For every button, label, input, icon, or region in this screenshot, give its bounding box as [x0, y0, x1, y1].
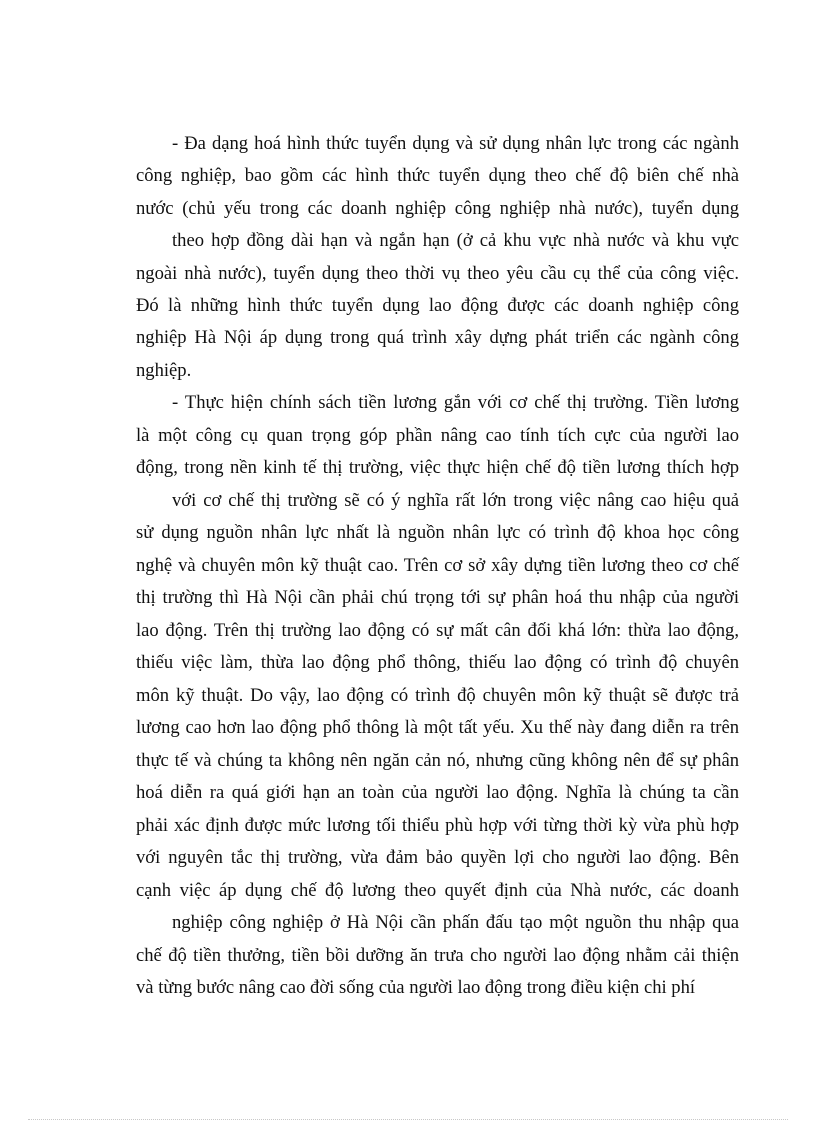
text-line: với nguyên tắc thị trường, vừa đảm bảo quyền lợi cho người lao động. Bên [136, 847, 739, 868]
text-line: - Thực hiện chính sách tiền lương gắn với cơ chế thị trường. Tiền lương [172, 392, 739, 413]
text-line: nước (chủ yếu trong các doanh nghiệp công nghiệp nhà nước), tuyển dụng [136, 198, 739, 219]
text-line: phải xác định được mức lương tối thiểu phù hợp với từng thời kỳ vừa phù hợp [136, 815, 739, 836]
text-line: nghệ và chuyên môn kỹ thuật cao. Trên cơ sở xây dựng tiền lương theo cơ chế [136, 555, 739, 576]
text-line: động, trong nền kinh tế thị trường, việc thực hiện chế độ tiền lương thích hợp [136, 457, 739, 478]
text-line: cạnh việc áp dụng chế độ lương theo quyết định của Nhà nước, các doanh [136, 880, 739, 901]
text-line: thiếu việc làm, thừa lao động phổ thông, thiếu lao động có trình độ chuyên [136, 652, 739, 673]
text-line: hoá diễn ra quá giới hạn an toàn của người lao động. Nghĩa là chúng ta cần [136, 782, 739, 803]
text-line: nghiệp Hà Nội áp dụng trong quá trình xây dựng phát triển các ngành công [136, 327, 739, 348]
text-line: ngoài nhà nước), tuyển dụng theo thời vụ theo yêu cầu cụ thể của công việc. [136, 263, 739, 284]
page-bottom-border [28, 1119, 788, 1120]
text-line: môn kỹ thuật. Do vậy, lao động có trình độ chuyên môn kỹ thuật sẽ được trả [136, 685, 739, 706]
text-line: chế độ tiền thưởng, tiền bồi dưỡng ăn trưa cho người lao động nhằm cải thiện [136, 945, 739, 966]
text-line: thị trường thì Hà Nội cần phải chú trọng tới sự phân hoá thu nhập của người [136, 587, 739, 608]
text-line: Đó là những hình thức tuyển dụng lao động được các doanh nghiệp công [136, 295, 739, 316]
text-line: thực tế và chúng ta không nên ngăn cản nó, nhưng cũng không nên để sự phân [136, 750, 739, 771]
text-line: theo hợp đồng dài hạn và ngắn hạn (ở cả khu vực nhà nước và khu vực [172, 230, 739, 251]
text-line: lao động. Trên thị trường lao động có sự mất cân đối khá lớn: thừa lao động, [136, 620, 739, 641]
text-line: - Đa dạng hoá hình thức tuyển dụng và sử dụng nhân lực trong các ngành [172, 133, 739, 154]
text-line: nghiệp công nghiệp ở Hà Nội cần phấn đấu tạo một nguồn thu nhập qua [172, 912, 739, 933]
text-line: với cơ chế thị trường sẽ có ý nghĩa rất lớn trong việc nâng cao hiệu quả [172, 490, 739, 511]
text-line: và từng bước nâng cao đời sống của người lao động trong điều kiện chi phí [136, 977, 696, 998]
text-line: là một công cụ quan trọng góp phần nâng cao tính tích cực của người lao [136, 425, 739, 446]
text-line: công nghiệp, bao gồm các hình thức tuyển dụng theo chế độ biên chế nhà [136, 165, 739, 186]
text-line: nghiệp. [136, 360, 192, 381]
text-line: lương cao hơn lao động phổ thông là một tất yếu. Xu thế này đang diễn ra trên [136, 717, 739, 738]
text-line: sử dụng nguồn nhân lực nhất là nguồn nhân lực có trình độ khoa học công [136, 522, 739, 543]
